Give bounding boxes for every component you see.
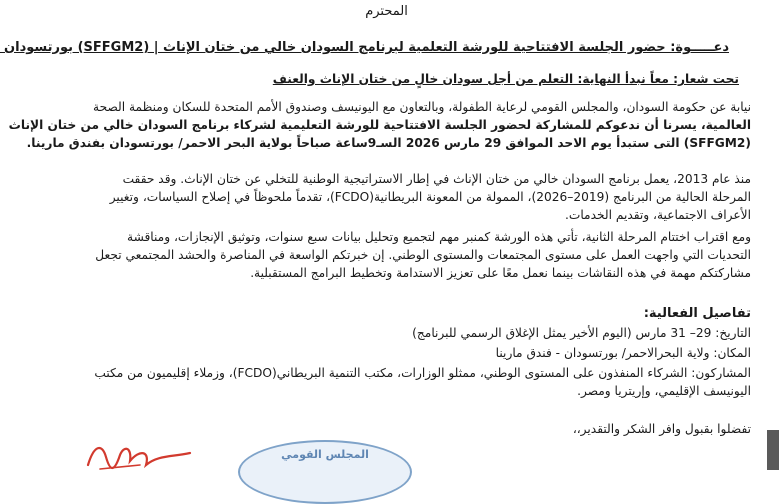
p3-line-2: التحديات التي واجهت العمل على مستوى المجتمعات والمستوى الوطني. إن خبرتكم الواسعة في المناصرة والحشد المجتمعي تجعل [95,248,751,262]
p2-line-1: منذ عام 2013، يعمل برنامج السودان خالي من ختان الإناث في إطار الاستراتيجية الوطنية للتخلي عن ختان الإناث. وقد حققت [122,172,751,186]
slogan: تحت شعار: معاً نبدأ النهاية: التعلم من أجل سودان خالٍ من ختان الإناث والعنف [272,72,739,86]
invitation-line: دعـــــوة: حضور الجلسة الافتتاحية للورشة التعلمية لبرنامج السودان خالي من ختان الإناث | (SFFGM2) بورتسودان [4,40,729,55]
p2-line-3: الأعراف الاجتماعية، وتقديم الخدمات. [565,208,751,222]
stamp-text: المجلس القومي [281,448,369,461]
p1-line-3: (SFFGM2) التى ستبدأ يوم الاحد الموافق 29 مارس 2026 السـ9ساعة صباحاً بولاية البحر الاحمر/ بورتسودان بفندق مارينا. [26,136,751,150]
details-place: المكان: ولاية البحرالاحمر/ بورتسودان - فندق مارينا [495,346,751,360]
official-stamp [238,440,412,504]
details-date: التاريخ: 29– 31 مارس (اليوم الأخير يمثل الإغلاق الرسمي للبرنامج) [412,326,751,340]
p1-line-1: نيابة عن حكومة السودان، والمجلس القومي لرعاية الطفولة، وبالتعاون مع اليونيسف وصندوق الأمم المتحدة للسكان ومنظمة الصحة [93,100,751,114]
p3-line-1: ومع اقتراب اختتام المرحلة الثانية، تأتي هذه الورشة كمنبر مهم لتجميع وتحليل بيانات سبع سنوات، وتوثيق الإنجازات، ومناقشة [127,230,751,244]
scan-edge [767,430,779,470]
details-participants-2: اليونيسف الإقليمي، وإريتريا ومصر. [577,384,751,398]
p3-line-3: مشاركتكم مهمة في هذه النقاشات بينما نعمل معًا على تعزيز الاستدامة وتخطيط البرامج المستقبلية. [250,266,751,280]
signature-icon [80,435,200,475]
p1-line-2: العالمية، يسرنا أن ندعوكم للمشاركة لحضور الجلسة الافتتاحية للورشة التعليمية لشركاء برنامج السودان خالي من ختان الإناث [8,118,751,132]
details-participants-1: المشاركون: الشركاء المنفذون على المستوى الوطني، ممثلو الوزارات، مكتب التنمية البريطاني(FCDO)، وزملاء إقليميون من مكتب [94,366,751,380]
salutation: المحترم [365,4,408,19]
closing-line: تفضلوا بقبول وافر الشكر والتقدير،، [572,422,751,436]
details-heading: تفاصيل الفعالية: [643,306,751,321]
p2-line-2: المرحلة الحالية من البرنامج (2019–2026)، الممولة من المعونة البريطانية(FCDO)، تقدماً ملحوظاً في إصلاح السياسات، وتغيير [109,190,751,204]
